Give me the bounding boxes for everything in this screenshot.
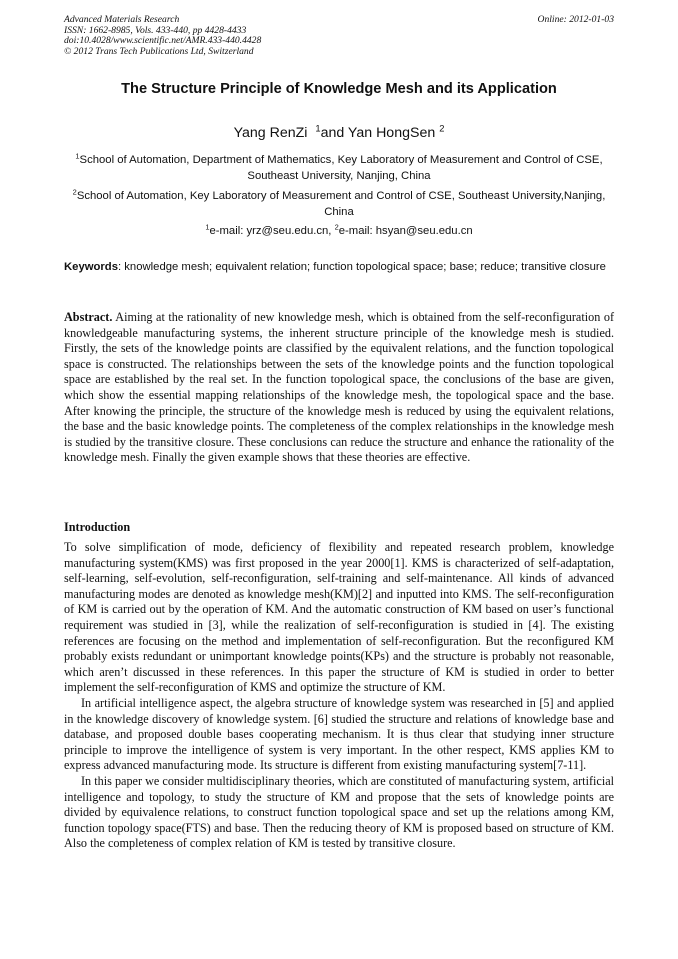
journal-header <box>64 15 614 57</box>
affiliation-2-mark: 2 <box>72 187 77 197</box>
author-2-mark: 2 <box>439 123 445 134</box>
email-2: e-mail: hsyan@seu.edu.cn <box>338 225 473 237</box>
keywords-text: : knowledge mesh; equivalent relation; function topological space; base; reduce; transitive closure <box>118 261 606 273</box>
email-1-mark: 1 <box>205 222 210 232</box>
affiliation-1-mark: 1 <box>75 151 80 161</box>
abstract <box>64 310 614 466</box>
section-heading-introduction: Introduction <box>64 520 131 534</box>
doi-line: doi:10.4028/www.scientific.net/AMR.433-440.4428 <box>64 35 262 46</box>
affiliation-1 <box>64 152 614 184</box>
abstract-label: Abstract. <box>64 310 113 324</box>
email-1: e-mail: yrz@seu.edu.cn, <box>209 225 332 237</box>
online-date: Online: 2012-01-03 <box>537 14 614 25</box>
paper-title: The Structure Principle of Knowledge Mesh and its Application <box>121 81 557 97</box>
keywords-label: Keywords <box>64 261 118 273</box>
journal-name: Advanced Materials Research <box>64 14 180 25</box>
affiliation-2-text: School of Automation, Key Laboratory of Measurement and Control of CSE, Southeast University,Nanjing, China <box>76 190 606 218</box>
author-line <box>40 125 638 141</box>
abstract-text: Aiming at the rationality of new knowledge mesh, which is obtained from the self-reconfiguration of knowledgeable manufacturing systems, the inherent structure principle of the knowledge mesh is studied. Firstly, the sets of the knowledge points are classified by the equivalent relations, and the function topological space is constructed. The relationships between the sets of the knowledge points and the function topological space are established by the real set. In the function topological space, the conclusions of the base are given, which show the essential mapping relationships of the knowledge mesh, the topological space and the base. After knowing the principle, the structure of the knowledge mesh is reduced by using the equivalent relations, the base and the basic knowledge points. The completeness of the complex relationships in the knowledge mesh is studied by the transitive closure. These conclusions can reduce the structure and enhance the rationality of the knowledge mesh. Finally the given example shows that these theories are effective. <box>64 310 614 465</box>
intro-paragraph-1: To solve simplification of mode, deficiency of flexibility and repeated research problem, knowledge manufacturing system(KMS) was first proposed in the year 2000[1]. KMS is characterized of self-adaptation, self-learning, self-evolution, self-reconfiguration, self-training and self-maintenance. All kinds of advanced manufacturing modes are denoted as knowledge mesh(KM)[2] and inputted into KMS. The self-reconfiguration of KM is carried out by the operation of KM. And the automatic construction of KM based on user’s functional requirement was studied in [3], while the realization of self-reconfiguration is studied in [4]. The existing references are focusing on the method and implementation of self-reconfiguration. But the reconfigured KM probably exists redundant or unimportant knowledge points(KPs) and the structure is probably not reasonable, which aren’t discussed in these references. In this paper the structure of KM is studied in order to better implement the self-reconfiguration of KMS and optimize the structure of KM. <box>64 540 614 695</box>
author-1-mark: 1 <box>315 123 321 134</box>
email-2-mark: 2 <box>334 222 339 232</box>
copyright-line: © 2012 Trans Tech Publications Ltd, Switzerland <box>64 45 254 57</box>
issn-line: ISSN: 1662-8985, Vols. 433-440, pp 4428-4433 <box>64 24 247 36</box>
author-2: and Yan HongSen <box>320 125 436 141</box>
introduction-body <box>64 540 614 852</box>
intro-paragraph-3: In this paper we consider multidisciplinary theories, which are constituted of manufacturing system, artificial intelligence and topology, to study the structure of KM and propose that the sets of knowledge points are divided by equivalence relations, to construct function topological space and set up the relations among KM, function topology space(FTS) and base. Then the reducing theory of KM is proposed based on structure of KM. Also the completeness of complex relation of KM is tested by transitive closure. <box>64 773 614 851</box>
affiliation-2 <box>64 188 614 220</box>
email-line <box>64 223 614 239</box>
intro-paragraph-2: In artificial intelligence aspect, the algebra structure of knowledge system was researched in [5] and applied in the knowledge discovery of knowledge system. [6] studied the structure and relations of knowledge base and database, and proposed double bases cooperating mechanism. It is thus clear that studying inner structure principle to improve the intelligence of system is very important. In the other respect, KMS applies KM to express advanced manufacturing mode. Its structure is different from existing manufacturing system[7-11]. <box>64 695 614 773</box>
keywords <box>64 260 614 275</box>
author-1: Yang RenZi <box>233 125 308 141</box>
affiliation-1-text: School of Automation, Department of Mathematics, Key Laboratory of Measurement and Control of CSE, Southeast University, Nanjing, China <box>79 154 603 182</box>
